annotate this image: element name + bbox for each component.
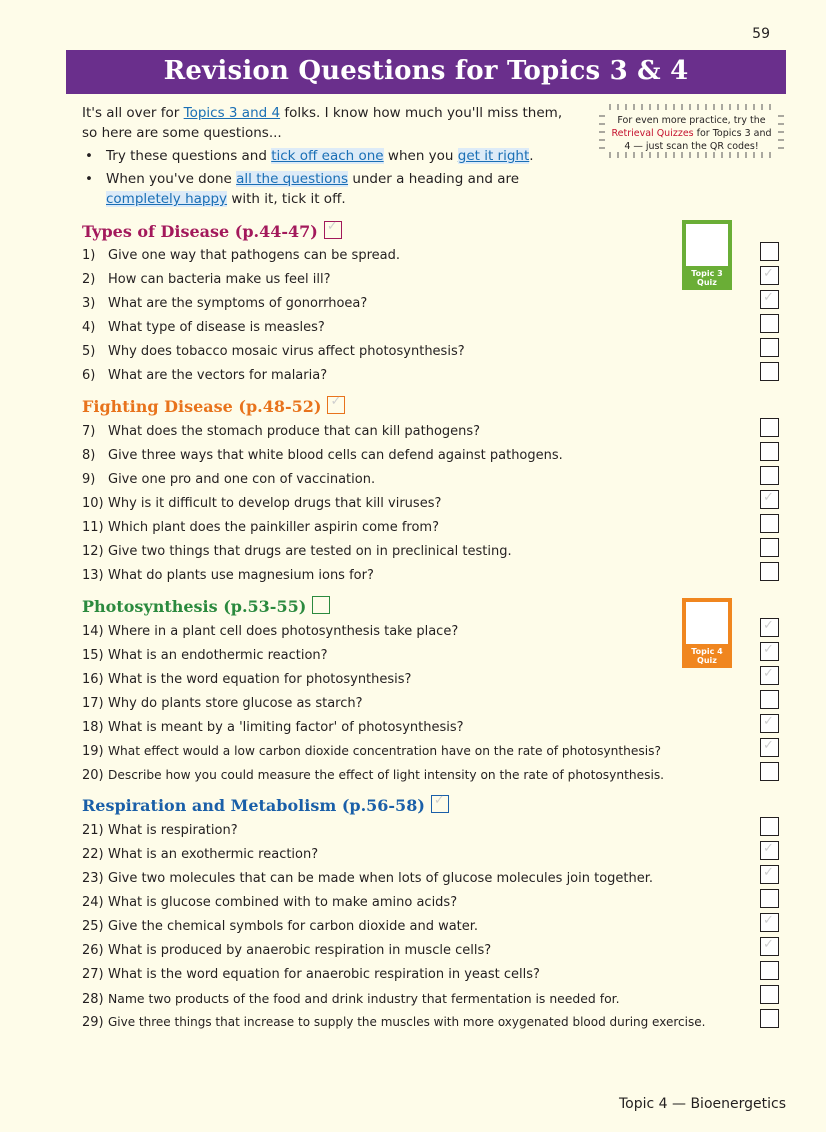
question-number: 20) — [82, 768, 104, 783]
tick-icon: ✓ — [763, 738, 774, 753]
section-title: Respiration and Metabolism (p.56-58) — [82, 796, 425, 815]
answer-checkbox[interactable] — [760, 1009, 779, 1028]
question-text: What is respiration? — [108, 823, 238, 838]
answer-checkbox[interactable] — [760, 865, 779, 884]
instruction-text: under a heading and are — [348, 171, 520, 187]
instruction-text: with it, tick it off. — [227, 191, 346, 207]
tick-link[interactable]: tick off each one — [271, 148, 384, 164]
answer-checkbox[interactable] — [760, 817, 779, 836]
answer-checkbox[interactable] — [760, 338, 779, 357]
intro-line-2: so here are some questions... — [82, 125, 282, 141]
quiz-label — [682, 647, 732, 665]
question-item — [82, 272, 331, 287]
question-text: Give two things that drugs are tested on in preclinical testing. — [108, 544, 512, 559]
section-checkbox[interactable] — [431, 795, 449, 813]
question-number: 14) — [82, 624, 104, 639]
question-number: 22) — [82, 847, 104, 862]
page-number: 59 — [752, 26, 770, 42]
question-text: Which plant does the painkiller aspirin come from? — [108, 520, 439, 535]
answer-checkbox[interactable] — [760, 618, 779, 637]
question-text: Name two products of the food and drink industry that fermentation is needed for. — [108, 991, 620, 1006]
question-text: What type of disease is measles? — [108, 320, 325, 335]
question-number: 2) — [82, 272, 96, 287]
question-item — [82, 496, 441, 511]
question-item — [82, 696, 363, 711]
question-text: Where in a plant cell does photosynthesis take place? — [108, 624, 459, 639]
question-number: 16) — [82, 672, 104, 687]
instruction-text: When you've done — [106, 171, 237, 187]
page-title: Revision Questions for Topics 3 & 4 — [163, 56, 689, 86]
topics-link[interactable]: Topics 3 and 4 — [183, 105, 281, 121]
question-item — [82, 472, 375, 487]
question-number: 19) — [82, 744, 104, 759]
question-item — [82, 943, 491, 958]
question-text: What effect would a low carbon dioxide concentration have on the rate of photosynthesis? — [108, 744, 661, 758]
answer-checkbox[interactable] — [760, 466, 779, 485]
question-item — [82, 991, 620, 1007]
all-questions-link[interactable]: all the questions — [236, 171, 349, 187]
question-text: What is an endothermic reaction? — [108, 648, 328, 663]
answer-checkbox[interactable] — [760, 314, 779, 333]
quiz-label-topic: Topic 3 — [691, 269, 723, 278]
intro — [82, 103, 582, 209]
instruction-text: when you — [383, 148, 458, 164]
question-item — [82, 344, 465, 359]
section-title: Fighting Disease (p.48-52) — [82, 397, 322, 416]
answer-checkbox[interactable] — [760, 985, 779, 1004]
section-title: Photosynthesis (p.53-55) — [82, 597, 307, 616]
instruction-text: Try these questions and — [106, 148, 272, 164]
question-text: What are the symptoms of gonorrhoea? — [108, 296, 368, 311]
tick-icon: ✓ — [763, 841, 774, 856]
question-text: Why is it difficult to develop drugs that kill viruses? — [108, 496, 442, 511]
get-it-right-link[interactable]: get it right — [457, 148, 530, 164]
answer-checkbox[interactable] — [760, 418, 779, 437]
question-item — [82, 720, 464, 735]
question-text: How can bacteria make us feel ill? — [108, 272, 331, 287]
question-number: 24) — [82, 895, 104, 910]
tip-box — [598, 102, 785, 160]
quiz-label-quiz: Quiz — [697, 278, 717, 287]
question-number: 15) — [82, 648, 104, 663]
question-number: 1) — [82, 248, 96, 263]
question-item — [82, 248, 400, 263]
question-number: 11) — [82, 520, 104, 535]
question-text: What is glucose combined with to make amino acids? — [108, 895, 458, 910]
section-heading-photosynthesis — [82, 596, 330, 616]
question-item — [82, 823, 238, 838]
question-item — [82, 448, 563, 463]
answer-checkbox[interactable] — [760, 514, 779, 533]
footer-topic: Topic 4 — Bioenergetics — [618, 1096, 786, 1112]
tick-icon: ✓ — [763, 618, 774, 633]
question-text: What are the vectors for malaria? — [108, 368, 328, 383]
answer-checkbox[interactable] — [760, 690, 779, 709]
question-number: 25) — [82, 919, 104, 934]
question-item — [82, 871, 653, 886]
question-number: 7) — [82, 424, 96, 439]
quiz-label-topic: Topic 4 — [691, 647, 723, 656]
question-text: Give one way that pathogens can be spread. — [108, 248, 400, 263]
question-text: Give one pro and one con of vaccination. — [108, 472, 376, 487]
bullet-icon: • — [85, 148, 93, 164]
answer-checkbox[interactable] — [760, 266, 779, 285]
question-item — [82, 847, 318, 862]
answer-checkbox[interactable] — [760, 762, 779, 781]
answer-checkbox[interactable] — [760, 562, 779, 581]
tick-icon: ✓ — [763, 666, 774, 681]
question-item — [82, 1015, 705, 1030]
answer-checkbox[interactable] — [760, 490, 779, 509]
tick-icon: ✓ — [326, 219, 338, 234]
retrieval-quizzes-link[interactable]: Retrieval Quizzes — [611, 128, 694, 139]
answer-checkbox[interactable] — [760, 538, 779, 557]
question-item — [82, 296, 367, 311]
question-number: 26) — [82, 943, 104, 958]
question-number: 23) — [82, 871, 104, 886]
question-number: 8) — [82, 448, 96, 463]
question-text: What is produced by anaerobic respiration in muscle cells? — [108, 943, 492, 958]
question-number: 6) — [82, 368, 96, 383]
question-text: What does the stomach produce that can kill pathogens? — [108, 424, 481, 439]
question-item — [82, 672, 411, 687]
question-text: Give the chemical symbols for carbon dioxide and water. — [108, 919, 479, 934]
tick-icon: ✓ — [763, 490, 774, 505]
question-number: 5) — [82, 344, 96, 359]
instruction-text: . — [529, 148, 534, 164]
question-number: 10) — [82, 496, 104, 511]
answer-checkbox[interactable] — [760, 841, 779, 860]
tick-icon: ✓ — [763, 865, 774, 880]
tick-icon: ✓ — [763, 714, 774, 729]
intro-text: It's all over for — [82, 105, 184, 121]
qr-code-icon — [686, 224, 728, 266]
section-checkbox[interactable] — [324, 221, 342, 239]
topic-3-quiz-qr[interactable] — [682, 220, 732, 290]
section-title: Types of Disease (p.44-47) — [82, 222, 318, 241]
question-item — [82, 568, 374, 583]
answer-checkbox[interactable] — [760, 362, 779, 381]
quiz-label — [682, 269, 732, 287]
section-heading-respiration — [82, 795, 449, 815]
question-item — [82, 648, 328, 663]
section-checkbox[interactable] — [327, 396, 345, 414]
tick-icon: ✓ — [763, 290, 774, 305]
question-number: 3) — [82, 296, 96, 311]
question-number: 21) — [82, 823, 104, 838]
answer-checkbox[interactable] — [760, 714, 779, 733]
bullet-icon: • — [85, 171, 93, 187]
question-number: 4) — [82, 320, 96, 335]
question-text: Describe how you could measure the effect of light intensity on the rate of photosynthesis. — [108, 768, 665, 782]
question-item — [82, 544, 512, 559]
answer-checkbox[interactable] — [760, 738, 779, 757]
question-item — [82, 520, 439, 535]
question-number: 29) — [82, 1015, 104, 1030]
title-banner — [66, 50, 786, 94]
tip-text-pre: For even more practice, try the — [617, 115, 766, 126]
question-number: 9) — [82, 472, 96, 487]
question-item — [82, 424, 480, 439]
quiz-label-quiz: Quiz — [697, 656, 717, 665]
question-text: Why does tobacco mosaic virus affect photosynthesis? — [108, 344, 465, 359]
question-item — [82, 895, 457, 910]
tick-icon: ✓ — [763, 937, 774, 952]
question-item — [82, 624, 458, 639]
answer-checkbox[interactable] — [760, 242, 779, 261]
question-text: What do plants use magnesium ions for? — [108, 568, 374, 583]
topic-4-quiz-qr[interactable] — [682, 598, 732, 668]
question-item — [82, 744, 661, 759]
question-text: Give three things that increase to supply the muscles with more oxygenated blood during exercise. — [108, 1015, 706, 1029]
question-text: Why do plants store glucose as starch? — [108, 696, 363, 711]
question-item — [82, 368, 327, 383]
section-heading-types-of-disease — [82, 221, 342, 241]
question-number: 12) — [82, 544, 104, 559]
instruction-1 — [82, 146, 582, 166]
qr-code-icon — [686, 602, 728, 644]
question-number: 18) — [82, 720, 104, 735]
question-number: 17) — [82, 696, 104, 711]
answer-checkbox[interactable] — [760, 442, 779, 461]
question-text: What is meant by a 'limiting factor' of photosynthesis? — [108, 720, 464, 735]
question-item — [82, 967, 540, 982]
tick-icon: ✓ — [763, 913, 774, 928]
question-text: What is the word equation for anaerobic respiration in yeast cells? — [108, 967, 540, 982]
answer-checkbox[interactable] — [760, 290, 779, 309]
question-text: What is the word equation for photosynthesis? — [108, 672, 412, 687]
tick-icon: ✓ — [433, 793, 445, 808]
section-checkbox[interactable] — [312, 596, 330, 614]
intro-line-1 — [82, 103, 582, 123]
tick-icon: ✓ — [763, 266, 774, 281]
question-text: What is an exothermic reaction? — [108, 847, 319, 862]
completely-happy-link[interactable]: completely happy — [106, 191, 228, 207]
answer-checkbox[interactable] — [760, 889, 779, 908]
question-number: 27) — [82, 967, 104, 982]
question-number: 28) — [82, 992, 104, 1007]
tip-text — [610, 114, 773, 153]
answer-checkbox[interactable] — [760, 642, 779, 661]
question-item — [82, 919, 478, 934]
question-text: Give three ways that white blood cells can defend against pathogens. — [108, 448, 563, 463]
answer-checkbox[interactable] — [760, 913, 779, 932]
intro-text: folks. I know how much you'll miss them, — [280, 105, 563, 121]
question-item — [82, 768, 664, 783]
answer-checkbox[interactable] — [760, 961, 779, 980]
answer-checkbox[interactable] — [760, 937, 779, 956]
tick-icon: ✓ — [330, 394, 342, 409]
instructions-list — [82, 146, 582, 209]
answer-checkbox[interactable] — [760, 666, 779, 685]
instruction-2 — [82, 169, 582, 209]
tip-text-post: for Topics 3 and 4 — just scan the QR codes! — [624, 128, 772, 152]
tick-icon: ✓ — [763, 642, 774, 657]
question-item — [82, 320, 325, 335]
question-text: Give two molecules that can be made when lots of glucose molecules join together. — [108, 871, 654, 886]
question-number: 13) — [82, 568, 104, 583]
section-heading-fighting-disease — [82, 396, 345, 416]
